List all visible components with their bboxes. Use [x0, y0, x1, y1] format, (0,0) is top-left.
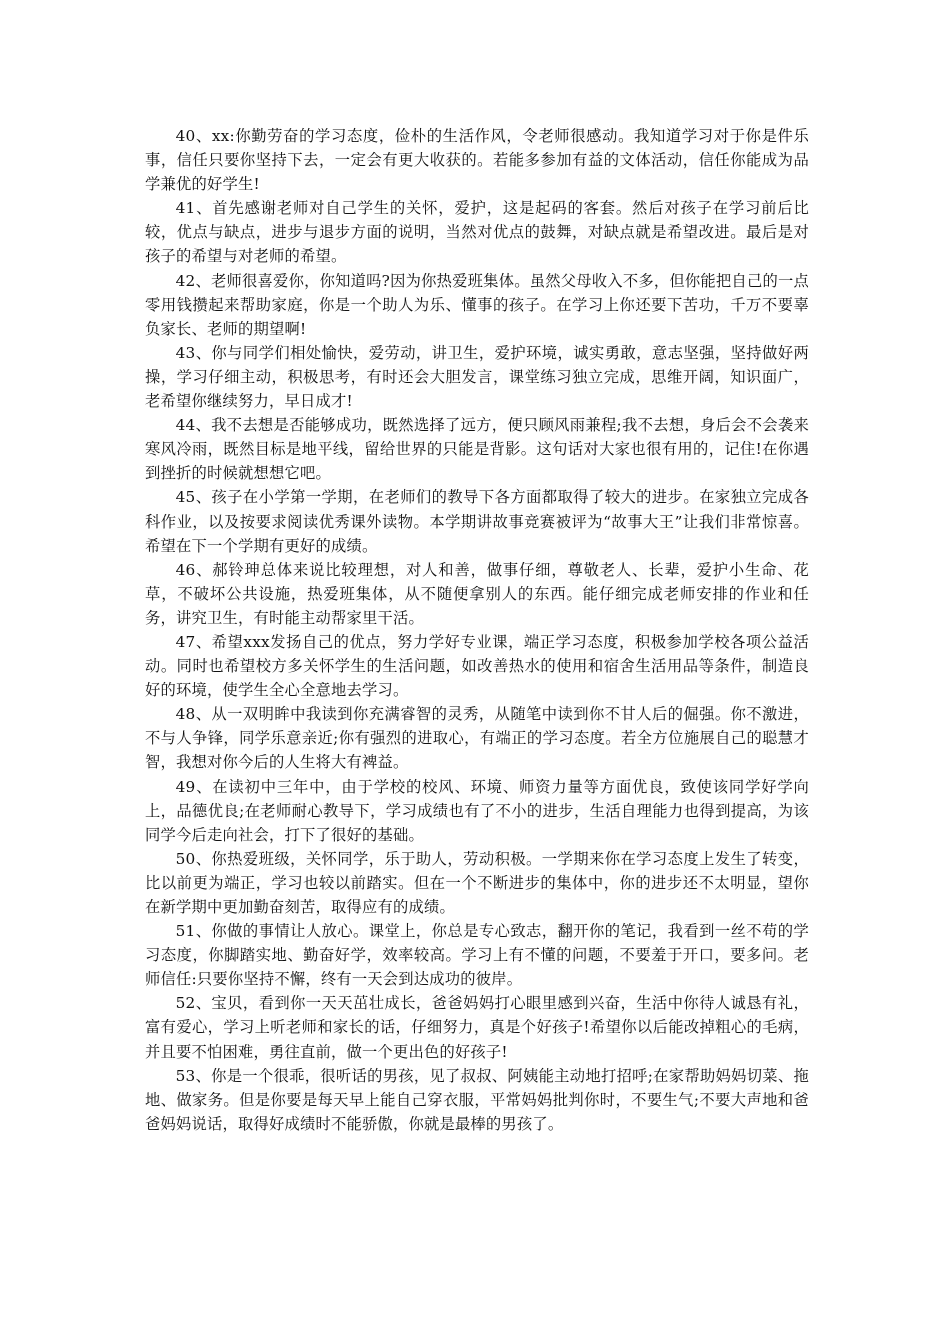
paragraph-49: 49、在读初中三年中，由于学校的校风、环境、师资力量等方面优良，致使该同学好学向上，品德优良;在老师耐心教导下，学习成绩也有了不小的进步，生活自理能力也得到提高，为该同学今后走向社会，打下了很好的基础。: [145, 777, 809, 844]
paragraph-50: 50、你热爱班级，关怀同学，乐于助人，劳动积极。一学期来你在学习态度上发生了转变，比以前更为端正，学习也较以前踏实。但在一个不断进步的集体中，你的进步还不太明显，望你在新学期中更加勤奋刻苦，取得应有的成绩。: [145, 849, 809, 916]
paragraph-48: 48、从一双明眸中我读到你充满睿智的灵秀，从随笔中读到你不甘人后的倔强。你不激进，不与人争锋，同学乐意亲近;你有强烈的进取心，有端正的学习态度。若全方位施展自己的聪慧才智，我想对你今后的人生将大有裨益。: [145, 705, 809, 772]
paragraph-41: 41、首先感谢老师对自己学生的关怀，爱护，这是起码的客套。然后对孩子在学习前后比较，优点与缺点，进步与退步方面的说明，当然对优点的鼓舞，对缺点就是希望改进。最后是对孩子的希望与对老师的希望。: [145, 199, 809, 266]
paragraph-52: 52、宝贝，看到你一天天茁壮成长，爸爸妈妈打心眼里感到兴奋，生活中你待人诚恳有礼，富有爱心，学习上听老师和家长的话，仔细努力，真是个好孩子!希望你以后能改掉粗心的毛病，并且要不怕困难，勇往直前，做一个更出色的好孩子!: [145, 994, 809, 1061]
paragraph-51: 51、你做的事情让人放心。课堂上，你总是专心致志，翻开你的笔记，我看到一丝不苟的学习态度，你脚踏实地、勤奋好学，效率较高。学习上有不懂的问题，不要羞于开口，要多问。老师信任:只要你坚持不懈，终有一天会到达成功的彼岸。: [145, 922, 809, 989]
paragraph-53: 53、你是一个很乖，很听话的男孩，见了叔叔、阿姨能主动地打招呼;在家帮助妈妈切菜、拖地、做家务。但是你要是每天早上能自己穿衣服，平常妈妈批判你时，不要生气;不要大声地和爸爸妈妈说话，取得好成绩时不能骄傲，你就是最棒的男孩了。: [145, 1066, 809, 1133]
document-body: [145, 124, 809, 1136]
paragraph-44: 44、我不去想是否能够成功，既然选择了远方，便只顾风雨兼程;我不去想，身后会不会袭来寒风冷雨，既然目标是地平线，留给世界的只能是背影。这句话对大家也很有用的，记住!在你遇到挫折的时候就想想它吧。: [145, 416, 809, 483]
paragraph-40: 40、xx:你勤劳奋的学习态度，俭朴的生活作风，令老师很感动。我知道学习对于你是件乐事，信任只要你坚持下去，一定会有更大收获的。若能多参加有益的文体活动，信任你能成为品学兼优的好学生!: [145, 127, 809, 194]
paragraph-42: 42、老师很喜爱你，你知道吗?因为你热爱班集体。虽然父母收入不多，但你能把自己的一点零用钱攒起来帮助家庭，你是一个助人为乐、懂事的孩子。在学习上你还要下苦功，千万不要辜负家长、老师的期望啊!: [145, 271, 809, 338]
paragraph-45: 45、孩子在小学第一学期，在老师们的教导下各方面都取得了较大的进步。在家独立完成各科作业，以及按要求阅读优秀课外读物。本学期讲故事竞赛被评为“故事大王”让我们非常惊喜。希望在下一个学期有更好的成绩。: [145, 488, 809, 555]
paragraph-46: 46、郝铃珅总体来说比较理想，对人和善，做事仔细，尊敬老人、长辈，爱护小生命、花草，不破坏公共设施，热爱班集体，从不随便拿别人的东西。能仔细完成老师安排的作业和任务，讲究卫生，有时能主动帮家里干活。: [145, 560, 809, 627]
paragraph-43: 43、你与同学们相处愉快，爱劳动，讲卫生，爱护环境，诚实勇敢，意志坚强，坚持做好两操，学习仔细主动，积极思考，有时还会大胆发言，课堂练习独立完成，思维开阔，知识面广，老希望你继续努力，早日成才!: [145, 343, 809, 411]
paragraph-47: 47、希望xxx发扬自己的优点，努力学好专业课，端正学习态度，积极参加学校各项公益活动。同时也希望校方多关怀学生的生活问题，如改善热水的使用和宿舍生活用品等条件，制造良好的环境，使学生全心全意地去学习。: [145, 632, 809, 700]
